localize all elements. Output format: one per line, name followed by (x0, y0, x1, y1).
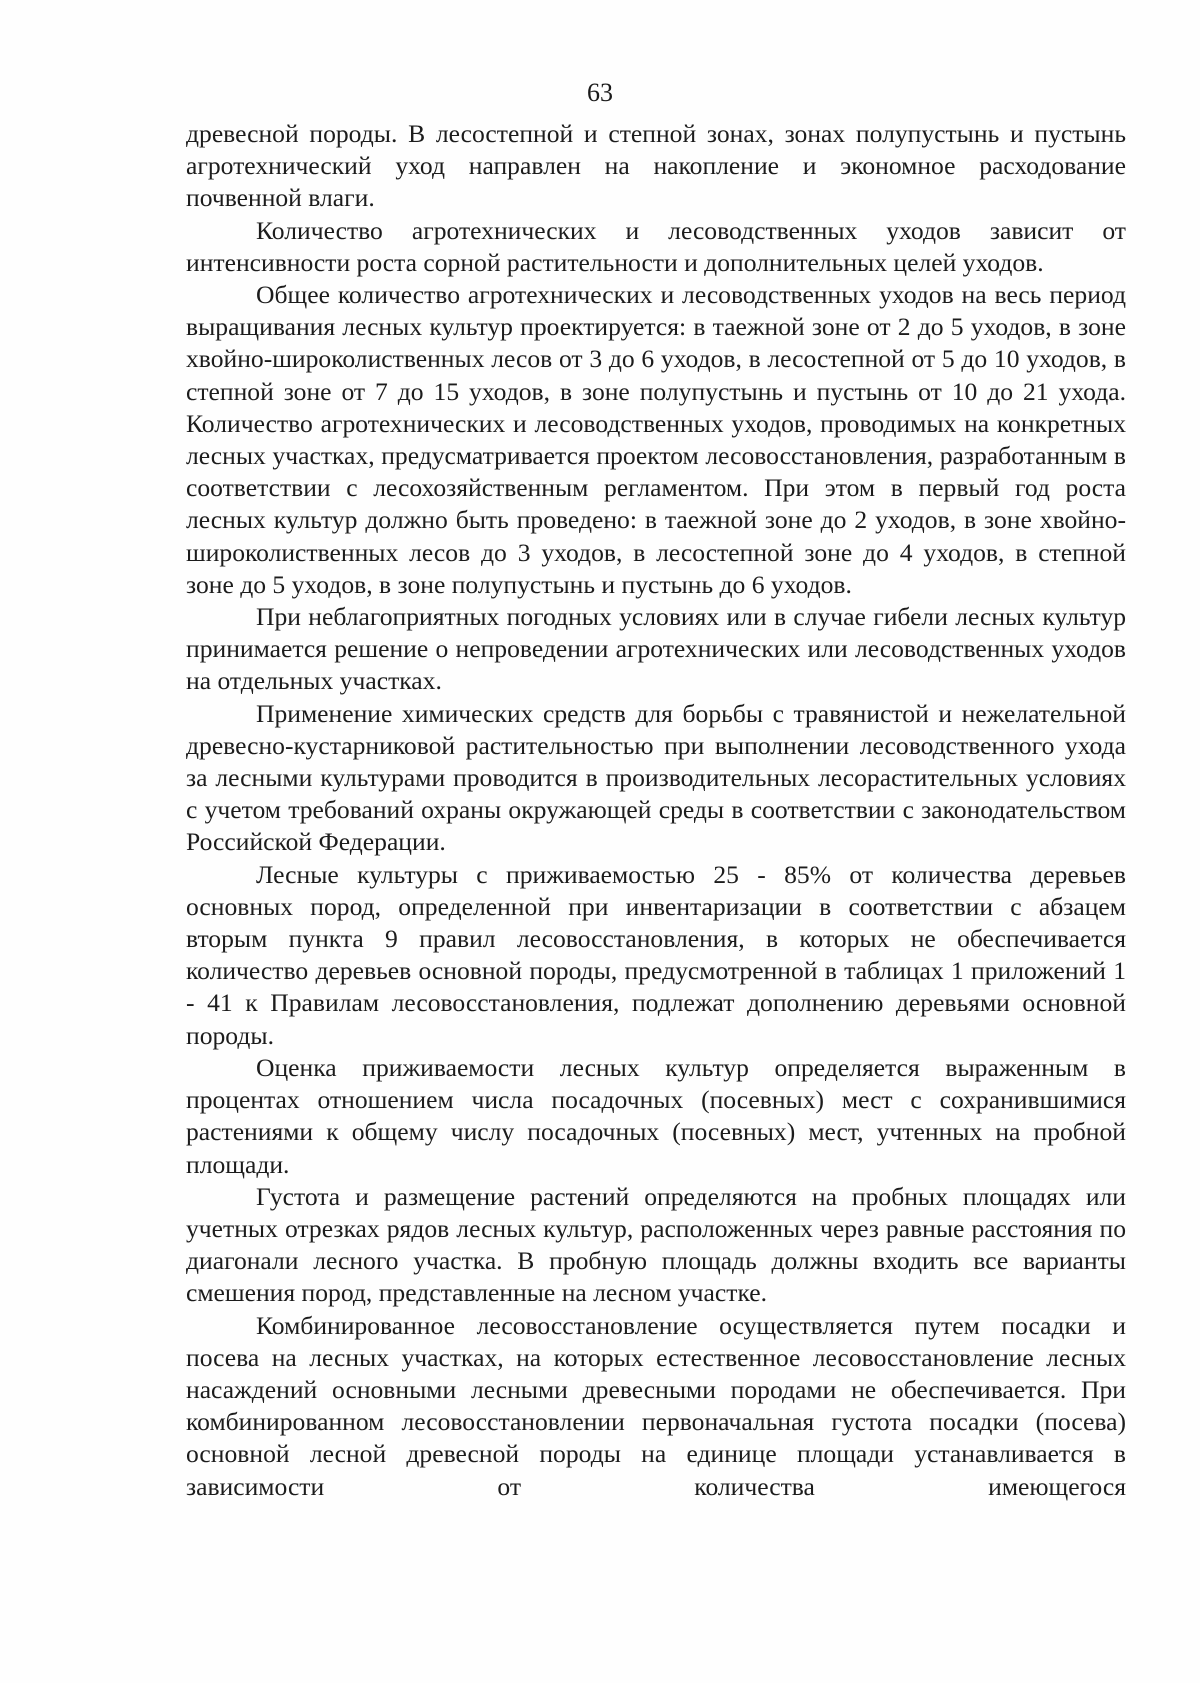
paragraph-care-count-factors: Количество агротехнических и лесоводственных уходов зависит от интенсивности роста сорной растительности и дополнительных целей уходов. (186, 215, 1126, 277)
paragraph-adverse-conditions: При неблагоприятных погодных условиях или в случае гибели лесных культур принимается решение о непроведении агротехнических или лесоводственных уходов на отдельных участках. (186, 602, 1126, 696)
paragraph-survival-assessment: Оценка приживаемости лесных культур определяется выраженным в процентах отношением числа посадочных (посевных) мест с сохранившимися растениями к общему числу посадочных (посевных) мест, учтенных на пробной площади. (186, 1052, 1126, 1179)
document-body (186, 118, 1126, 1503)
paragraph-survival-rate: Лесные культуры с приживаемостью 25 - 85% от количества деревьев основных пород, определенной при инвентаризации в соответствии с абзацем вторым пункта 9 правил лесовосстановления, в которых не обеспечивается количество деревьев основной породы, предусмотренной в таблицах 1 приложений 1 - 41 к Правилам лесовосстановления, подлежат дополнению деревьями основной породы. (186, 859, 1126, 1050)
page-number: 63 (587, 78, 613, 107)
paragraph-density-placement: Густота и размещение растений определяются на пробных площадях или учетных отрезках рядов лесных культур, расположенных через равные расстояния по диагонали лесного участка. В пробную площадь должны входить все варианты смешения пород, представленные на лесном участке. (186, 1181, 1126, 1308)
paragraph-continuation: древесной породы. В лесостепной и степной зонах, зонах полупустынь и пустынь агротехнический уход направлен на накопление и экономное расходование почвенной влаги. (186, 119, 1126, 213)
paragraph-total-care-count: Общее количество агротехнических и лесоводственных уходов на весь период выращивания лесных культур проектируется: в таежной зоне от 2 до 5 уходов, в зоне хвойно-широколиственных лесов от 3 до 6 уходов, в лесостепной от 5 до 10 уходов, в степной зоне от 7 до 15 уходов, в зоне полупустынь и пустынь от 10 до 21 ухода. Количество агротехнических и лесоводственных уходов, проводимых на конкретных лесных участках, предусматривается проектом лесовосстановления, разработанным в соответствии с лесохозяйственным регламентом. При этом в первый год роста лесных культур должно быть проведено: в таежной зоне до 2 уходов, в зоне хвойно-широколиственных лесов до 3 уходов, в лесостепной зоне до 4 уходов, в степной зоне до 5 уходов, в зоне полупустынь и пустынь до 6 уходов. (186, 280, 1126, 599)
paragraph-combined-reforestation: Комбинированное лесовосстановление осуществляется путем посадки и посева на лесных участках, на которых естественное лесовосстановление лесных насаждений основными лесными древесными породами не обеспечивается. При комбинированном лесовосстановлении первоначальная густота посадки (посева) основной лесной древесной породы на единице площади устанавливается в зависимости от количества имеющегося (186, 1310, 1126, 1501)
paragraph-chemical-agents: Применение химических средств для борьбы с травянистой и нежелательной древесно-кустарниковой растительностью при выполнении лесоводственного ухода за лесными культурами проводится в производительных лесорастительных условиях с учетом требований охраны окружающей среды в соответствии с законодательством Российской Федерации. (186, 698, 1126, 857)
